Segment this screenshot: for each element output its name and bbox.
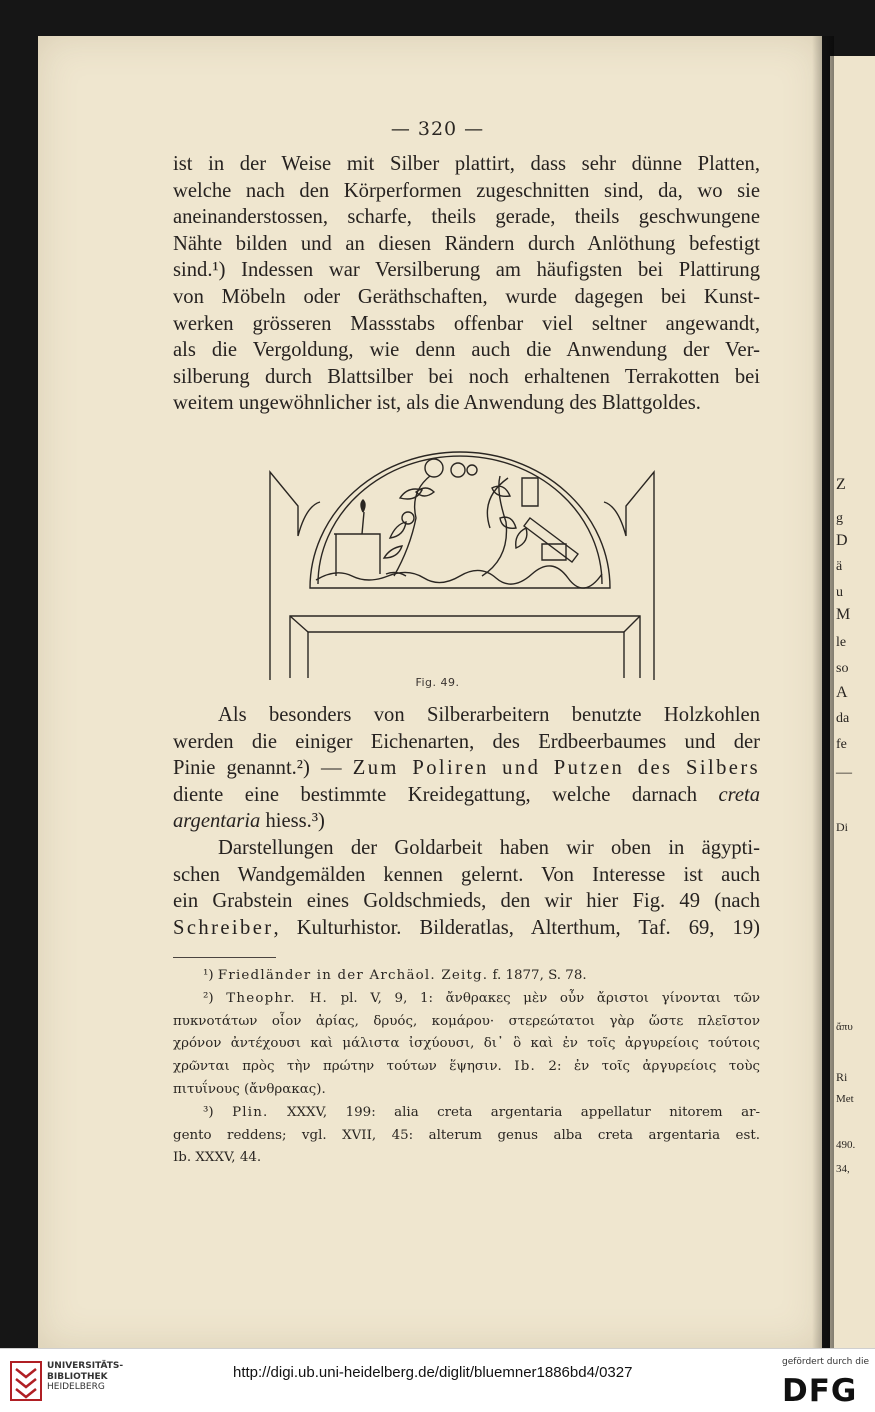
institution-line: UNIVERSITÄTS-: [47, 1361, 124, 1371]
viewer-footer: [0, 1348, 875, 1412]
funding-note: gefördert durch die: [782, 1357, 869, 1367]
page-number: — 320 —: [390, 118, 485, 140]
text-line: aneinanderstossen, scharfe, theils gerade, theils geschwungene: [173, 206, 760, 229]
footnote-2: [173, 988, 760, 1011]
text-line: werken grösseren Massstabs offenbar viel seltner angewandt,: [173, 312, 760, 335]
text-line: [173, 1056, 760, 1079]
fragment: A: [836, 684, 848, 701]
text-line: weitem ungewöhnlicher ist, als die Anwendung des Blattgoldes.: [173, 392, 701, 415]
text-run: diente eine bestimmte Kreidegattung, welche darnach: [173, 783, 719, 806]
institution-name: [47, 1361, 123, 1393]
text-run: f. 1877, S. 78.: [488, 968, 587, 983]
text-line: gento reddens; vgl. XVII, 45: alterum genus alba creta argentaria est.: [173, 1127, 760, 1143]
fragment: Di: [836, 820, 848, 834]
text-line: Darstellungen der Goldarbeit haben wir oben in ägypti-: [218, 836, 760, 859]
text-line: silberung durch Blattsilber bei noch erhaltenen Terrakotten bei: [173, 365, 760, 388]
text-run: Pinie genannt.²) —: [173, 757, 353, 780]
text-line: [173, 782, 760, 809]
gutter-shadow: [812, 36, 834, 1348]
fragment: Z: [836, 476, 846, 493]
footnote-3: [173, 1102, 760, 1125]
fragment: ἄπυ: [836, 1021, 853, 1033]
text-line: schen Wandgemälden kennen gelernt. Von Interesse ist auch: [173, 863, 760, 886]
text-line: πιτυΐνους (ἄνθρακας).: [173, 1081, 326, 1097]
fragment: Ri: [836, 1070, 848, 1084]
text-line: welche nach den Körperformen zugeschnitten sind, da, wo sie: [173, 179, 760, 202]
text-line: ist in der Weise mit Silber plattirt, dass sehr dünne Platten,: [173, 153, 760, 175]
footnote-marker: ¹): [203, 968, 218, 983]
text-line: als die Vergoldung, wie denn auch die Anwendung der Ver-: [173, 339, 760, 362]
fragment: g: [836, 511, 843, 526]
figure-49-gravestone: [260, 448, 660, 688]
text-line: πυκνοτάτων οἷον ἀρίας, δρυός, κομάρου· στερεώτατοι γὰρ ὥστε πλεῖστον: [173, 1013, 760, 1029]
text-run: XXXV, 199: alia creta argentaria appellatur nitorem ar-: [268, 1104, 760, 1120]
text-line: [173, 915, 760, 942]
paragraph-1: [173, 151, 760, 417]
text-run: Ib.: [514, 1059, 536, 1075]
text-run: Plin.: [232, 1104, 269, 1120]
fragment: D: [836, 532, 848, 549]
institution-line: HEIDELBERG: [47, 1382, 105, 1392]
fragment: u: [836, 585, 843, 600]
permalink[interactable]: http://digi.ub.uni-heidelberg.de/diglit/bluemner1886bd4/0327: [233, 1364, 633, 1381]
fragment: 490.: [836, 1139, 856, 1151]
fragment: le: [836, 635, 847, 650]
spaced-phrase: Zum Poliren und Putzen des Silbers: [352, 757, 760, 780]
dfg-logo: DFG: [782, 1373, 858, 1409]
text-run: χρῶνται πρὸς τὴν πρώτην τούτων ἕψησιν.: [173, 1059, 515, 1075]
fragment: Met: [836, 1093, 854, 1105]
fragment: ä: [836, 559, 843, 574]
text-run: , Kulturhistor. Bilderatlas, Alterthum, Taf. 69, 19): [273, 916, 760, 939]
institution-line: BIBLIOTHEK: [47, 1371, 108, 1382]
footnote-rule: [173, 957, 276, 958]
text-line: werden die einiger Eichenarten, des Erdbeerbaumes und der: [173, 730, 760, 753]
university-seal-icon: [10, 1361, 42, 1401]
fragment: M: [836, 606, 851, 623]
text-line: [173, 755, 760, 782]
fragment: —: [836, 764, 852, 781]
text-line: χρόνον ἀντέχουσι καὶ μάλιστα ἰσχύουσι, δι᾽ ὃ καὶ ἐν τοῖς ἀργυρείοις τούτοις: [173, 1036, 760, 1052]
text-run: 2: ἐν τοῖς ἀργυρείοις τοὺς: [535, 1059, 760, 1075]
fragment: da: [836, 711, 850, 726]
italic-term: creta: [718, 783, 760, 806]
text-run: hiess.³): [260, 810, 325, 833]
fragment: fe: [836, 737, 847, 752]
text-run: pl. V, 9, 1: ἄνθρακες μὲν οὖν ἄριστοι γίνονται τῶν: [327, 990, 760, 1006]
text-line: sind.¹) Indessen war Versilberung am häufigsten bei Plattirung: [173, 259, 760, 282]
text-line: Als besonders von Silberarbeitern benutzte Holzkohlen: [218, 704, 760, 726]
fragment: 34,: [836, 1163, 850, 1175]
text-line: von Möbeln oder Geräthschaften, wurde dagegen bei Kunst-: [173, 285, 760, 308]
text-line: Ib. XXXV, 44.: [173, 1150, 262, 1166]
footnote-1: [173, 965, 760, 988]
figure-caption: Fig. 49.: [415, 676, 460, 689]
paragraph-2: [173, 702, 760, 941]
italic-term: argentaria: [173, 810, 261, 833]
footnotes: [173, 965, 760, 1170]
text-line: [173, 808, 760, 835]
text-line: ein Grabstein eines Goldschmieds, den wir hier Fig. 49 (nach: [173, 890, 760, 913]
text-run: Theophr. H.: [226, 990, 328, 1006]
footnote-marker: ²): [203, 990, 227, 1006]
footnote-marker: ³): [203, 1104, 233, 1120]
text-run: Friedländer in der Archäol. Zeitg.: [217, 968, 489, 983]
fragment: so: [836, 661, 849, 676]
spaced-name: Schreiber: [173, 916, 274, 939]
text-line: Nähte bilden und an diesen Rändern durch Anlöthung befestigt: [173, 232, 760, 255]
